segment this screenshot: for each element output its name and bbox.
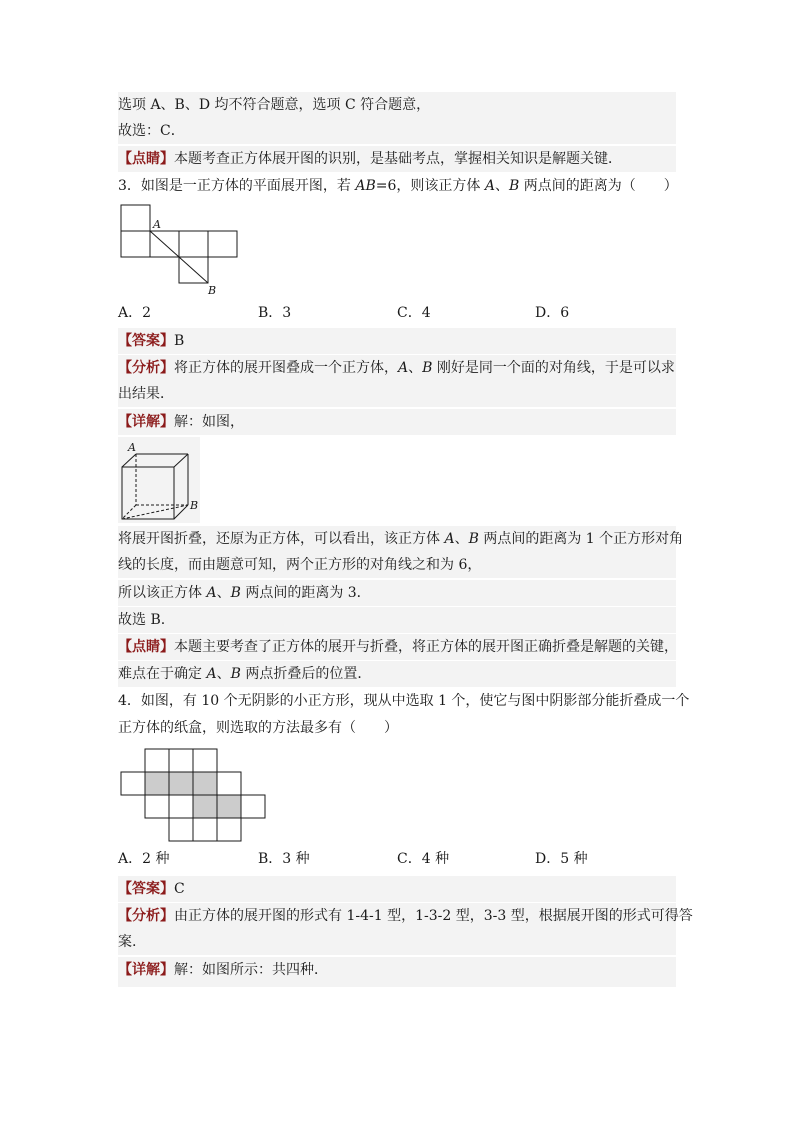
note-tag: 【点睛】 — [118, 151, 174, 167]
q3-explain-line-1: 将展开图折叠，还原为正方体，可以看出，该正方体 A、B 两点间的距离为 1 个正方形对角 — [118, 526, 676, 552]
q3-cube-figure — [118, 437, 200, 523]
answer-value: B — [174, 333, 185, 349]
q4-option-b: B．3 种 — [258, 851, 310, 867]
q3-cube-label-a: A — [128, 441, 136, 454]
q3-conclusion: 故选 B. — [118, 607, 676, 633]
q4-options — [118, 846, 718, 872]
answer-value: C — [174, 881, 185, 897]
q3-explain-line-3: 所以该正方体 A、B 两点间的距离为 3． — [118, 580, 676, 606]
q3-options — [118, 300, 718, 326]
q4-option-c: C．4 种 — [397, 851, 450, 867]
q3-analysis-line-2: 出结果． — [118, 381, 676, 407]
prev-solution-line-1 — [118, 92, 676, 118]
prev-note-line — [118, 146, 676, 172]
q3-answer — [118, 328, 676, 354]
q4-detail: 【详解】解：如图所示：共四种． — [118, 957, 676, 987]
q3-stem: 3．如图是一正方体的平面展开图，若 AB=6，则该正方体 A、B 两点间的距离为（ ） — [118, 178, 678, 194]
q4-option-a: A．2 种 — [118, 851, 170, 867]
answer-tag: 【答案】 — [118, 333, 174, 349]
q3-note-line-1: 【点睛】本题主要考查了正方体的展开与折叠，将正方体的展开图正确折叠是解题的关键， — [118, 634, 676, 660]
answer-tag: 【答案】 — [118, 881, 174, 897]
detail-tag: 【详解】 — [118, 414, 174, 430]
prev-solution-text: 选项 A、B、D 均不符合题意，选项 C 符合题意， — [118, 97, 431, 113]
q3-note-line-2: 难点在于确定 A、B 两点折叠后的位置． — [118, 661, 676, 687]
q3-net-label-b: B — [208, 284, 217, 297]
q3-analysis-line-1: 【分析】将正方体的展开图叠成一个正方体，A、B 刚好是同一个面的对角线，于是可以求 — [118, 355, 676, 381]
note-tag: 【点睛】 — [118, 639, 174, 655]
note-text: 本题考查正方体展开图的识别，是基础考点，掌握相关知识是解题关键． — [174, 151, 622, 167]
q4-stem-line-1: 4．如图，有 10 个无阴影的小正方形，现从中选取 1 个，使它与图中阴影部分能折叠成一个 — [118, 693, 690, 709]
q4-analysis-line-1: 【分析】由正方体的展开图的形式有 1-4-1 型，1-3-2 型，3-3 型，根据展开图的形式可得答 — [118, 903, 676, 929]
q3-net-label-a: A — [153, 218, 161, 231]
q3-net-figure — [115, 200, 245, 297]
analysis-tag: 【分析】 — [118, 360, 174, 376]
q3-option-c: C．4 — [397, 305, 431, 321]
q3-option-a: A．2 — [118, 305, 152, 321]
q3-cube-label-b: B — [190, 499, 199, 512]
q3-detail: 【详解】解：如图， — [118, 409, 676, 435]
q3-option-b: B．3 — [258, 305, 292, 321]
q4-stem-line-2: 正方体的纸盒，则选取的方法最多有（ ） — [118, 720, 398, 736]
prev-conclusion-text: 故选：C． — [118, 123, 185, 139]
analysis-tag: 【分析】 — [118, 908, 174, 924]
prev-solution-line-2 — [118, 118, 676, 144]
q3-explain-line-2: 线的长度，而由题意可知，两个正方形的对角线之和为 6， — [118, 552, 676, 578]
q3-option-d: D．6 — [535, 305, 570, 321]
q4-grid-figure — [118, 745, 266, 843]
q4-answer — [118, 876, 676, 902]
q4-option-d: D．5 种 — [535, 851, 588, 867]
q4-analysis-line-2: 案. — [118, 929, 676, 955]
detail-tag: 【详解】 — [118, 962, 174, 978]
